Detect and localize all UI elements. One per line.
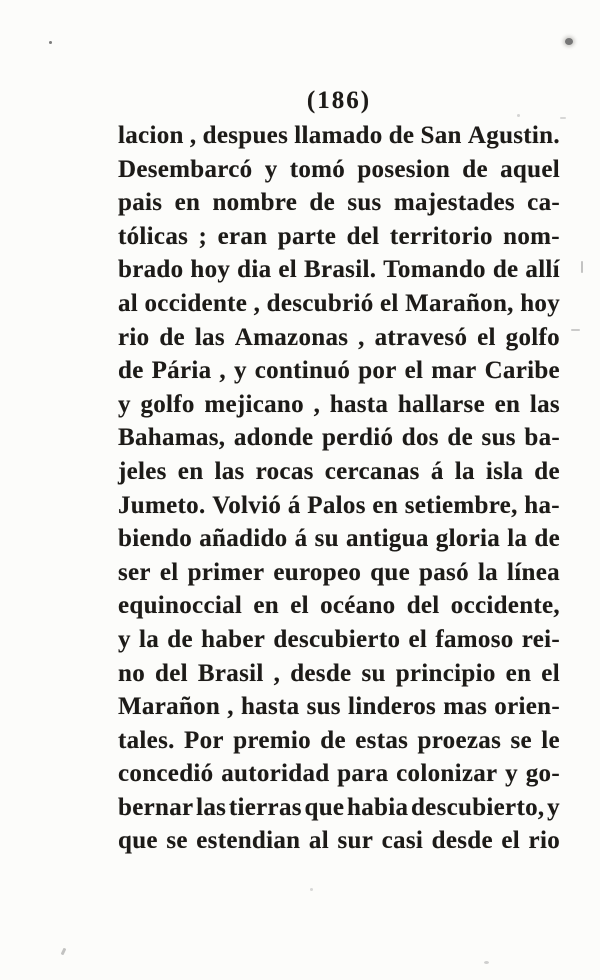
word: estendian (196, 827, 301, 855)
word: al (308, 827, 329, 855)
word: eran (217, 222, 268, 250)
word: desde (431, 827, 493, 855)
word: continuó (254, 357, 351, 385)
word: el (541, 659, 560, 687)
word: Pária (151, 357, 212, 385)
word: premio (233, 726, 311, 754)
word: isla (485, 457, 524, 485)
word: haber (201, 625, 266, 653)
word: rio (528, 827, 560, 855)
word: parte (277, 222, 337, 250)
word: nom- (503, 222, 560, 250)
word: Agustin. (467, 122, 560, 149)
word: Caribe (484, 357, 560, 385)
word: gloria (435, 525, 501, 553)
text-line (118, 626, 560, 660)
word: llamado (294, 122, 383, 149)
word: golfo (505, 323, 560, 351)
word: en (177, 457, 204, 485)
word: que (370, 558, 410, 586)
word: el (501, 827, 521, 855)
word: el (278, 256, 298, 284)
word: de (320, 726, 346, 754)
word: añadido (199, 525, 288, 553)
word: famoso (435, 625, 514, 653)
word: que (118, 827, 158, 855)
word: territorio (389, 222, 493, 250)
word: su (314, 525, 339, 553)
word: y (118, 390, 131, 418)
text-line (118, 559, 560, 593)
text-line (118, 256, 560, 290)
text-line (118, 357, 560, 391)
word: rocas (255, 457, 314, 485)
text-block (118, 122, 560, 861)
word: la (477, 558, 498, 586)
word: de (159, 323, 185, 351)
word: dia (237, 256, 272, 284)
word: , (253, 289, 261, 317)
page-number: (186) (306, 87, 372, 114)
word: occidente, (450, 592, 560, 620)
word: Bahamas, (118, 424, 226, 452)
word: antigua (345, 525, 429, 553)
word: Jumeto. (118, 491, 206, 519)
text-line (118, 189, 560, 223)
word: á (287, 491, 301, 519)
word: á (294, 525, 308, 553)
word: brado (118, 256, 184, 284)
word: se (510, 726, 532, 754)
word: bernar (118, 793, 194, 821)
word: y (118, 625, 131, 653)
word: la (507, 525, 528, 553)
word: de (118, 357, 144, 385)
word: autoridad (221, 760, 330, 788)
word: en (494, 390, 521, 418)
word: y (233, 357, 247, 385)
word: proezas (417, 726, 502, 754)
word: equinoccial (118, 592, 243, 620)
word: de (534, 525, 560, 553)
word: tólicas (118, 222, 189, 250)
word: dos (401, 424, 439, 452)
word: Brasil. (304, 256, 377, 284)
word: atravesó (374, 323, 468, 351)
text-line (118, 693, 560, 727)
word: San (420, 122, 462, 149)
word: y (264, 155, 278, 183)
word: colonizar (396, 760, 498, 788)
word: el (404, 357, 424, 385)
word: sus (481, 424, 516, 452)
word: en (505, 659, 532, 687)
text-line (118, 290, 560, 324)
word: su (361, 659, 386, 687)
word: sur (337, 827, 374, 855)
word: hoy (190, 256, 231, 284)
word: Amazonas (234, 323, 349, 351)
text-line (118, 424, 560, 458)
word: sus (347, 189, 382, 217)
text-line (118, 827, 560, 861)
word: Volvió (212, 491, 282, 519)
word: no (118, 659, 146, 687)
word: al (118, 289, 139, 317)
word: concedió (118, 760, 214, 788)
word: por (358, 357, 397, 385)
ink-speck (310, 888, 313, 891)
word: á (430, 457, 444, 485)
word: rio (118, 323, 150, 351)
word: en (174, 189, 201, 217)
word: las (529, 390, 560, 418)
word: biendo (118, 525, 193, 553)
ink-speck (484, 961, 489, 964)
word: ca- (527, 189, 560, 217)
word: habia (347, 793, 409, 821)
word: tales. (118, 726, 175, 754)
word: , (219, 357, 226, 385)
word: , (313, 390, 321, 418)
word: hasta (240, 693, 300, 721)
word: despues (202, 122, 289, 149)
word: perdió (322, 424, 394, 452)
word: majestades (393, 189, 515, 217)
word: ; (198, 222, 208, 250)
word: le (541, 726, 560, 754)
word: de (309, 189, 336, 217)
word: océano (320, 592, 396, 620)
word: , (227, 693, 234, 721)
word: pasó (419, 558, 469, 586)
word: hallarse (397, 390, 485, 418)
word: aquel (500, 155, 560, 183)
text-line (118, 727, 560, 761)
word: el (408, 625, 428, 653)
text-line (118, 458, 560, 492)
word: primer (187, 558, 265, 586)
word: rei- (521, 625, 560, 653)
ink-speck (49, 41, 52, 44)
word: pais (118, 189, 163, 217)
word: Tomando (383, 256, 486, 284)
word: de (388, 122, 415, 149)
word: se (166, 827, 188, 855)
word: europeo (273, 558, 362, 586)
word: el (159, 558, 179, 586)
word: de (167, 625, 193, 653)
word: descubierto, (410, 793, 545, 821)
word: hoy (520, 289, 560, 317)
word: en (372, 491, 399, 519)
word: descubrió (266, 289, 374, 317)
word: occidente (144, 289, 248, 317)
word: mejicano (204, 390, 304, 418)
word: las (196, 793, 227, 821)
word: Marañon (118, 693, 221, 721)
text-line (118, 156, 560, 190)
word: que (304, 793, 345, 821)
word: lacion (118, 122, 184, 149)
text-line (118, 592, 560, 626)
word: la (454, 457, 475, 485)
word: de (492, 256, 519, 284)
ink-speck (517, 114, 520, 117)
ink-speck (565, 38, 573, 45)
word: jeles (118, 457, 167, 485)
word: el (290, 592, 309, 620)
word: ha- (524, 491, 560, 519)
ink-speck (571, 329, 580, 331)
word: de (462, 155, 488, 183)
word: , (273, 659, 281, 687)
text-line (118, 391, 560, 425)
text-line (118, 492, 560, 526)
word: en (253, 592, 279, 620)
word: orien- (494, 693, 560, 721)
word: nombre (212, 189, 298, 217)
word: descubierto (273, 625, 401, 653)
text-line (118, 122, 560, 156)
word: golfo (140, 390, 195, 418)
word: y (505, 760, 518, 788)
word: mar (431, 357, 477, 385)
word: para (337, 760, 389, 788)
word: linderos (347, 693, 437, 721)
word: el (379, 289, 399, 317)
text-line (118, 324, 560, 358)
word: go- (525, 760, 560, 788)
word: la (139, 625, 160, 653)
text-line (118, 223, 560, 257)
word: estas (355, 726, 409, 754)
word: Brasil (197, 659, 264, 687)
word: hasta (329, 390, 389, 418)
ink-speck (581, 261, 583, 273)
word: ba- (524, 424, 560, 452)
word: posesion (357, 155, 451, 183)
word: las (194, 323, 225, 351)
word: sus (306, 693, 341, 721)
text-line (118, 760, 560, 794)
word: Marañon, (405, 289, 514, 317)
word: Por (184, 726, 224, 754)
word: las (214, 457, 245, 485)
ink-speck (560, 117, 566, 119)
word: allí (525, 256, 560, 284)
word: Desembarcó (118, 155, 253, 183)
word: ser (118, 558, 151, 586)
word: del (155, 659, 188, 687)
word: Palos (307, 491, 366, 519)
word: del (346, 222, 380, 250)
word: principio (395, 659, 496, 687)
word: del (406, 592, 440, 620)
word: cercanas (324, 457, 420, 485)
word: adonde (233, 424, 314, 452)
text-line (118, 525, 560, 559)
word: , (358, 323, 365, 351)
word: setiembre, (404, 491, 518, 519)
word: tomó (289, 155, 346, 183)
word: mas (443, 693, 488, 721)
word: y (547, 793, 560, 821)
word: casi (381, 827, 424, 855)
text-line (118, 660, 560, 694)
word: , (189, 122, 197, 149)
word: desde (290, 659, 352, 687)
word: tierras (228, 793, 302, 821)
word: de (534, 457, 560, 485)
word: línea (507, 558, 560, 586)
word: el (477, 323, 496, 351)
text-line (118, 794, 560, 828)
word: de (447, 424, 473, 452)
ink-speck (61, 948, 67, 956)
